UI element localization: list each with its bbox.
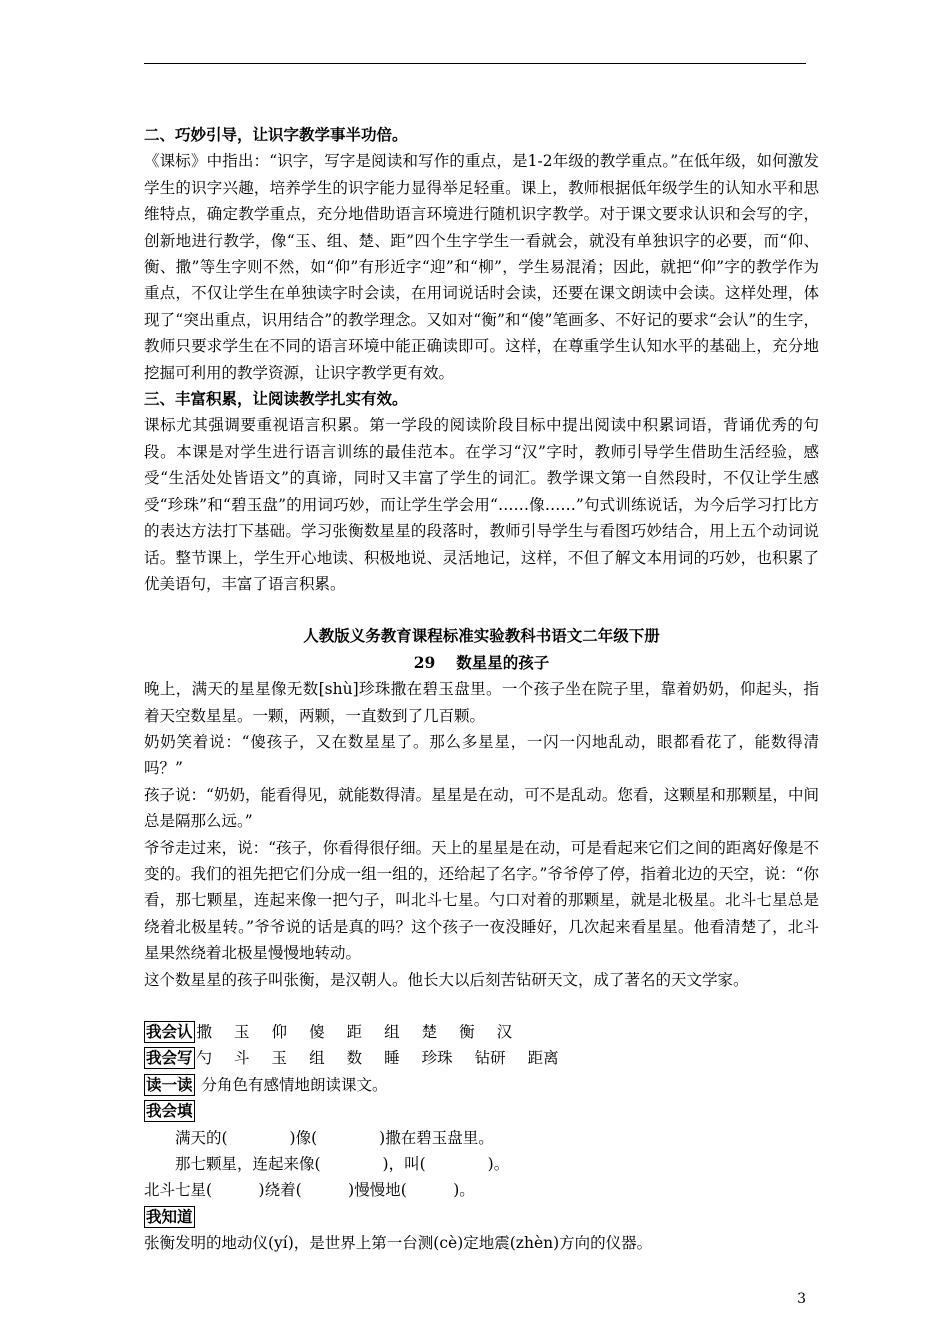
char-item: 撒 [196, 1023, 213, 1041]
exercise-label: 我会认 [146, 1022, 193, 1041]
fill-line: 满天的( )像( )撒在碧玉盘里。 [175, 1128, 494, 1147]
char-item: 勺 [196, 1049, 213, 1068]
char-item: 组 [309, 1049, 325, 1068]
lesson-paragraph: 这个数星星的孩子叫张衡，是汉朝人。他长大以后刻苦钻研天文，成了著名的天文学家。 [144, 970, 749, 989]
char-item: 珍珠 [421, 1049, 453, 1068]
exercise-label: 我会写 [146, 1048, 193, 1068]
document-body [144, 122, 819, 1257]
char-item: 衡 [459, 1023, 475, 1041]
exercise-read-text: 分角色有感情地朗读课文。 [201, 1075, 388, 1094]
char-item: 距离 [527, 1049, 559, 1068]
book-title: 人教版义务教育课程标准实验教科书语文二年级下册 [303, 626, 660, 646]
section3-heading: 三、丰富积累，让阅读教学扎实有效。 [144, 389, 408, 409]
char-item: 仰 [271, 1023, 288, 1041]
section2-heading: 二、巧妙引导，让识字教学事半功倍。 [144, 125, 408, 144]
exercise-write [144, 1045, 819, 1071]
char-item: 组 [384, 1023, 400, 1041]
char-item: 数 [346, 1049, 363, 1068]
lesson-paragraph: 晚上，满天的星星像无数[shù]珍珠撒在碧玉盘里。一个孩子坐在院子里，靠着奶奶，仰起头，指着天空数星星。一颗，两颗，一直数到了几百颗。 [144, 680, 819, 725]
lesson-paragraph: 奶奶笑着说：“傻孩子，又在数星星了。那么多星星，一闪一闪地乱动，眼都看花了，能数得清吗？” [144, 732, 819, 778]
spacer [144, 597, 819, 623]
exercise-fill [144, 1098, 819, 1124]
char-item: 玉 [271, 1049, 288, 1068]
char-item: 距 [346, 1023, 363, 1041]
exercise-label: 读一读 [146, 1074, 193, 1094]
lesson-paragraph: 爷爷走过来，说：“孩子，你看得很仔细。天上的星星是在动，可是看起来它们之间的距离好像是不变的。我们的祖先把它们分成一组一组的，还给起了名字。”爷爷停了停，指着北边的天空，说：“你看，那七颗星，连起来像一把勺子，叫北斗七星。勺口对着的那颗星，就是北极星。北斗七星总是绕着北极星转。”爷爷说的话是真的吗？这个孩子一夜没睡好，几次起来看星星。他看清楚了，北斗星果然绕着北极星慢慢地转动。 [144, 838, 819, 963]
page-number: 3 [797, 1291, 806, 1307]
char-item: 傻 [309, 1023, 325, 1041]
header-rule [144, 63, 806, 64]
char-item: 玉 [234, 1023, 250, 1041]
exercise-know-text: 张衡发明的地动仪(yí)，是世界上第一台测(cè)定地震(zhèn)方向的仪器。 [144, 1234, 653, 1253]
lesson-title: 29 数星星的孩子 [413, 652, 550, 672]
fill-line: 北斗七星( )绕着( )慢慢地( )。 [144, 1181, 475, 1200]
char-item: 楚 [421, 1023, 438, 1041]
exercise-label: 我会填 [146, 1101, 193, 1121]
char-item: 汉 [496, 1023, 513, 1041]
char-item: 斗 [234, 1049, 250, 1068]
char-item: 睡 [384, 1049, 400, 1068]
exercise-know [144, 1204, 819, 1230]
exercise-label: 我知道 [146, 1206, 193, 1226]
lesson-paragraph: 孩子说：“奶奶，能看得见，就能数得清。星星是在动，可不是乱动。您看，这颗星和那颗星，中间总是隔那么远。” [144, 785, 819, 831]
char-item: 钻研 [474, 1049, 506, 1068]
section2-body: 《课标》中指出：“识字，写字是阅读和写作的重点，是1-2年级的教学重点。”在低年级，如何激发学生的识字兴趣，培养学生的识字能力显得举足轻重。课上，教师根据低年级学生的认知水平和思维特点，确定教学重点，充分地借助语言环境进行随机识字教学。对于课文要求认识和会写的字，创新地进行教学，像“玉、组、楚、距”四个生字学生一看就会，就没有单独识字的必要，而“仰、衡、撒”等生字则不然，如“仰”有形近字“迎”和“柳”，学生易混淆；因此，就把“仰”字的教学作为重点，不仅让学生在单独读字时会读，在用词说话时会读，还要在课文朗读中会读。这样处理，体现了“突出重点，识用结合”的教学理念。又如对“衡”和“傻”笔画多、不好记的要求“会认”的生字，教师只要求学生在不同的语言环境中能正确读即可。这样，在尊重学生认知水平的基础上，充分地挖掘可利用的教学资源，让识字教学更有效。 [144, 152, 819, 382]
fill-line: 那七颗星，连起来像( )，叫( )。 [175, 1155, 510, 1174]
exercise-read [144, 1072, 819, 1098]
exercise-recognize [144, 1019, 819, 1045]
spacer [144, 993, 819, 1019]
section3-body: 课标尤其强调要重视语言积累。第一学段的阅读阶段目标中提出阅读中积累词语，背诵优秀的句段。本课是对学生进行语言训练的最佳范本。在学习“汉”字时，教师引导学生借助生活经验，感受“生活处处皆语文”的真谛，同时又丰富了学生的词汇。教学课文第一自然段时，不仅让学生感受“珍珠”和“碧玉盘”的用词巧妙，而让学生学会用“……像……”句式训练说话，为今后学习打比方的表达方法打下基础。学习张衡数星星的段落时，教师引导学生与看图巧妙结合，用上五个动词说话。整节课上，学生开心地读、积极地说、灵活地记，这样，不但了解文本用词的巧妙，也积累了优美语句，丰富了语言积累。 [144, 416, 819, 593]
